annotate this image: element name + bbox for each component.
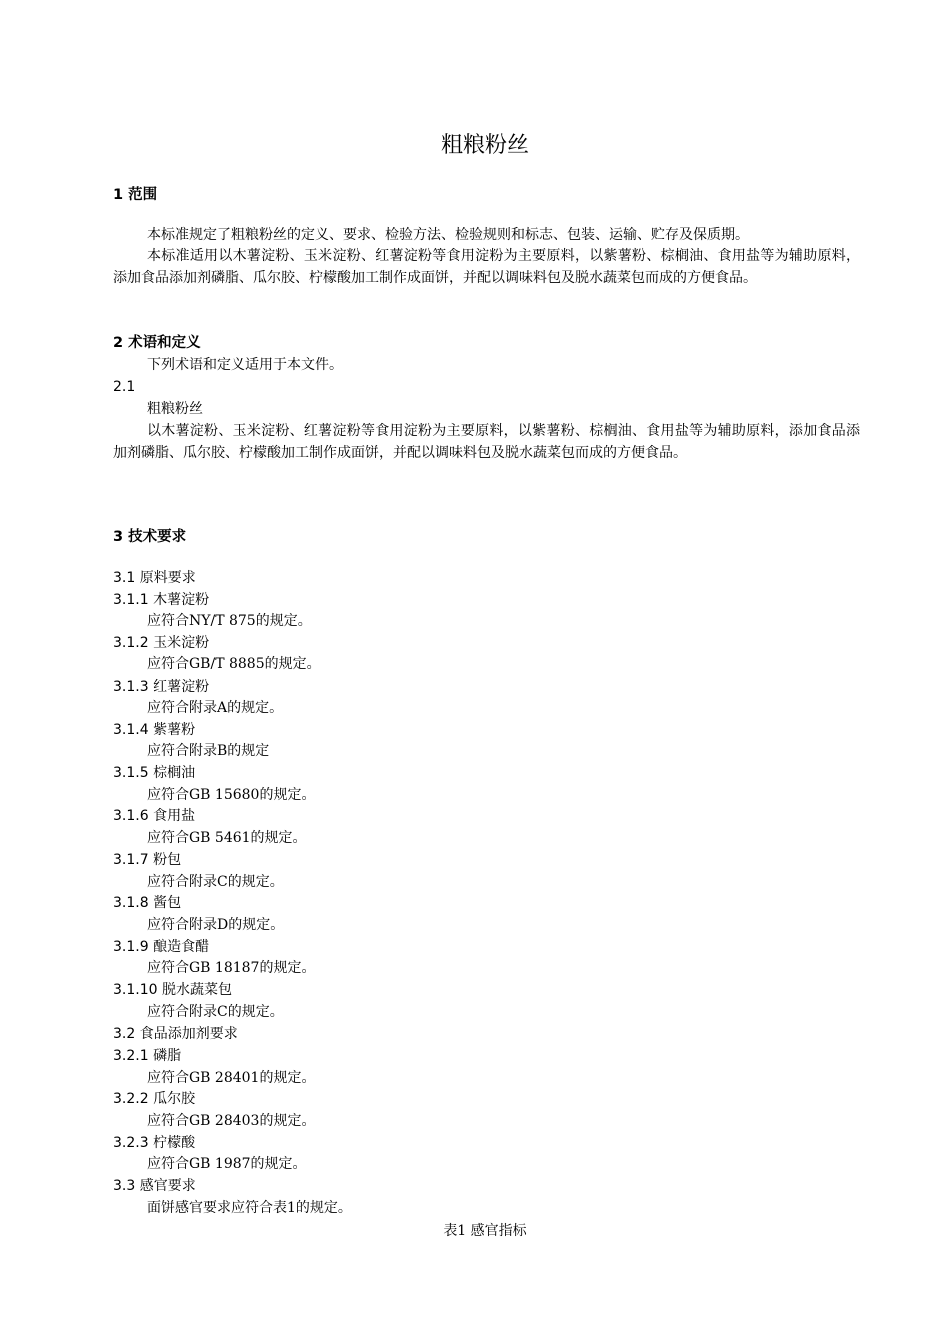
section-heading-technical: 3 技术要求 [113,529,187,545]
section-heading-terms: 2 术语和定义 [113,335,201,351]
clause-heading: 3.1.6 食用盐 [113,808,196,824]
clause-heading: 3.1.4 紫薯粉 [113,722,196,738]
clause-text: 应符合GB 28403的规定。 [147,1113,316,1129]
clause-text: 应符合NY/T 875的规定。 [147,613,312,629]
term-number: 2.1 [113,379,136,395]
clause-text: 应符合GB/T 8885的规定。 [147,656,321,672]
table-caption: 表1 感官指标 [443,1223,527,1239]
clause-heading: 3.1.5 棕榈油 [113,765,196,781]
clause-heading: 3.1.7 粉包 [113,852,182,868]
clause-text: 应符合GB 1987的规定。 [147,1156,307,1172]
clause-heading: 3.2.3 柠檬酸 [113,1135,196,1151]
clause-text: 应符合附录B的规定 [147,743,270,759]
clause-heading: 3.1.1 木薯淀粉 [113,592,210,608]
clause-text: 应符合GB 28401的规定。 [147,1070,316,1086]
clause-text: 面饼感官要求应符合表1的规定。 [147,1200,352,1216]
scope-paragraph-2: 本标准适用以木薯淀粉、玉米淀粉、红薯淀粉等食用淀粉为主要原料，以紫薯粉、棕榈油、食用盐等为辅助原料，添加食品添加剂磷脂、瓜尔胶、柠檬酸加工制作成面饼，并配以调味料包及脱水蔬菜包而成的方便食品。 [113,248,860,286]
clause-heading: 3.2.1 磷脂 [113,1048,182,1064]
scope-paragraph-1: 本标准规定了粗粮粉丝的定义、要求、检验方法、检验规则和标志、包装、运输、贮存及保质期。 [147,227,749,243]
clause-heading: 3.3 感官要求 [113,1178,196,1194]
term-name: 粗粮粉丝 [147,401,203,417]
clause-heading: 3.1.8 酱包 [113,895,182,911]
clause-text: 应符合附录D的规定。 [147,917,285,933]
clause-heading: 3.1 原料要求 [113,570,196,586]
clause-text: 应符合GB 15680的规定。 [147,787,316,803]
clause-heading: 3.1.9 酿造食醋 [113,939,210,955]
clause-heading: 3.1.2 玉米淀粉 [113,635,210,651]
term-definition: 以木薯淀粉、玉米淀粉、红薯淀粉等食用淀粉为主要原料，以紫薯粉、棕榈油、食用盐等为辅助原料，添加食品添加剂磷脂、瓜尔胶、柠檬酸加工制作成面饼，并配以调味料包及脱水蔬菜包而成的方便食品。 [113,423,860,461]
clause-text: 应符合附录C的规定。 [147,1004,284,1020]
clause-heading: 3.2 食品添加剂要求 [113,1026,238,1042]
clause-text: 应符合附录C的规定。 [147,874,284,890]
clause-heading: 3.1.10 脱水蔬菜包 [113,982,232,998]
clause-heading: 3.1.3 红薯淀粉 [113,679,210,695]
terms-intro: 下列术语和定义适用于本文件。 [147,357,343,373]
clause-text: 应符合GB 18187的规定。 [147,960,316,976]
section-heading-scope: 1 范围 [113,187,158,203]
clause-text: 应符合附录A的规定。 [147,700,284,716]
clause-text: 应符合GB 5461的规定。 [147,830,307,846]
document-title: 粗粮粉丝 [440,133,529,158]
clause-heading: 3.2.2 瓜尔胶 [113,1091,196,1107]
